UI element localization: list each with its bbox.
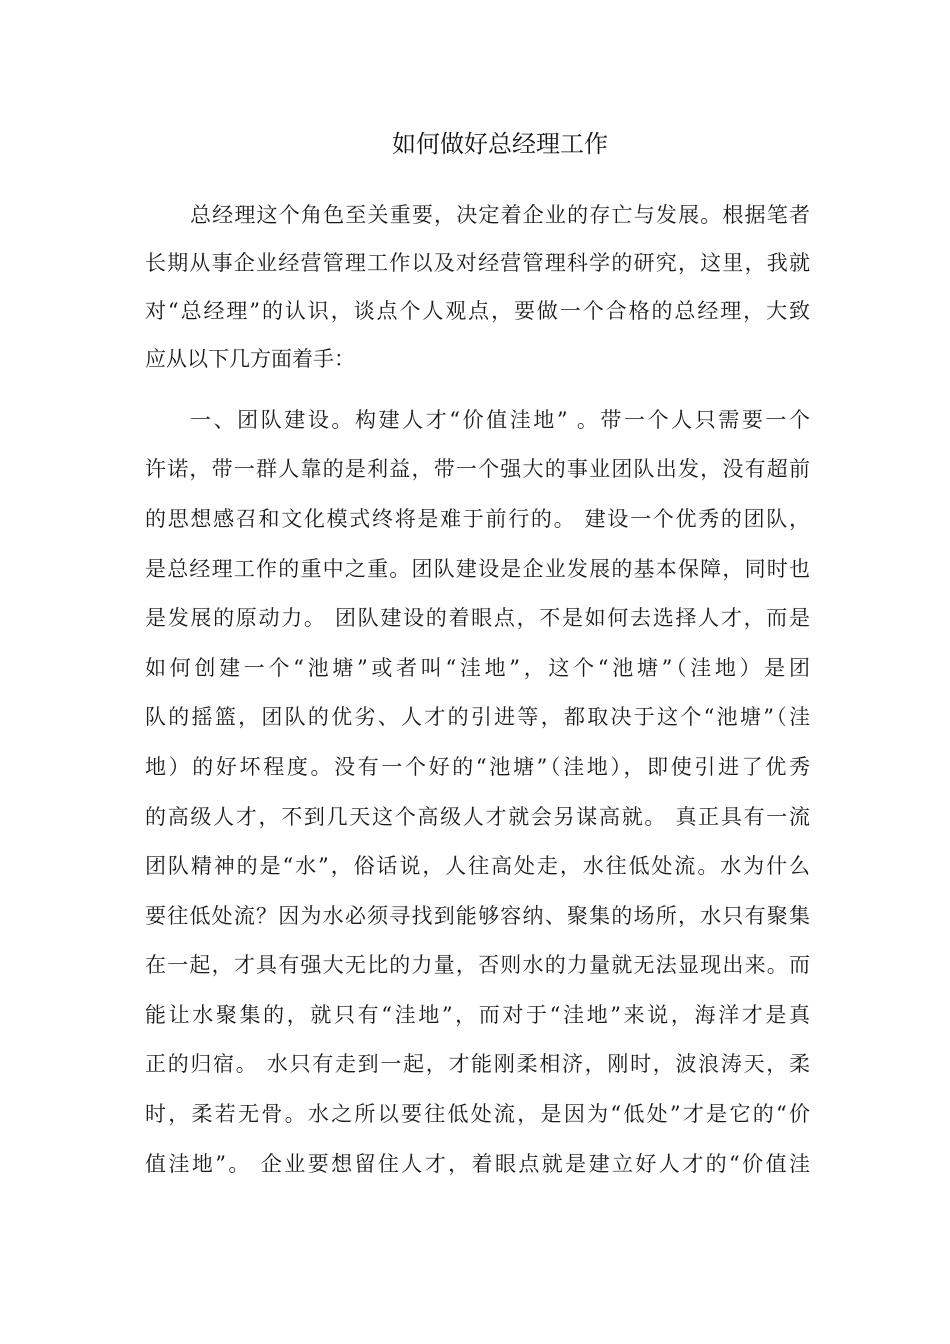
document-title: 如何做好总经理工作 [392,130,608,158]
paragraph-2-line-1: 一、团队建设。构建人才“价值洼地” 。带一个人只需要一个 [190,408,810,432]
paragraph-2-line-2: 许诺，带一群人靠的是利益，带一个强大的事业团队出发，没有超前 [145,457,810,481]
paragraph-2-line-16: 值洼地”。 企业要想留住人才，着眼点就是建立好人才的“价值洼 [145,1152,810,1176]
paragraph-2-line-3: 的思想感召和文化模式终将是难于前行的。 建设一个优秀的团队， [145,507,810,531]
paragraph-2-line-9: 的高级人才，不到几天这个高级人才就会另谋高就。 真正具有一流 [145,805,810,829]
paragraph-2-line-11: 要往低处流？因为水必须寻找到能够容纳、聚集的场所，水只有聚集 [145,904,810,928]
paragraph-2-line-10: 团队精神的是“水”，俗话说，人往高处走，水往低处流。水为什么 [145,854,810,878]
paragraph-1-line-2: 长期从事企业经营管理工作以及对经营管理科学的研究，这里，我就 [145,251,810,275]
paragraph-1-line-4: 应从以下几方面着手： [145,347,355,371]
paragraph-2-line-8: 地）的好坏程度。没有一个好的“池塘”（洼地），即使引进了优秀 [145,755,810,779]
paragraph-2-line-15: 时，柔若无骨。水之所以要往低处流，是因为“低处”才是它的“价 [145,1102,810,1126]
paragraph-2-line-14: 正的归宿。 水只有走到一起，才能刚柔相济，刚时，波浪涛天，柔 [145,1052,810,1076]
paragraph-2-line-7: 队的摇篮，团队的优劣、人才的引进等，都取决于这个“池塘”（洼 [145,705,810,729]
paragraph-2-line-5: 是发展的原动力。 团队建设的着眼点，不是如何去选择人才，而是 [145,606,810,630]
paragraph-2-line-13: 能让水聚集的，就只有“洼地”，而对于“洼地”来说，海洋才是真 [145,1003,810,1027]
paragraph-1-line-1: 总经理这个角色至关重要，决定着企业的存亡与发展。根据笔者 [190,203,810,227]
paragraph-2-line-4: 是总经理工作的重中之重。团队建设是企业发展的基本保障，同时也 [145,557,810,581]
paragraph-2-line-6: 如何创建一个“池塘”或者叫“洼地”，这个“池塘”（洼地）是团 [145,656,810,680]
paragraph-1-line-3: 对“总经理”的认识，谈点个人观点，要做一个合格的总经理，大致 [145,299,810,323]
paragraph-2-line-12: 在一起，才具有强大无比的力量，否则水的力量就无法显现出来。而 [145,953,810,977]
